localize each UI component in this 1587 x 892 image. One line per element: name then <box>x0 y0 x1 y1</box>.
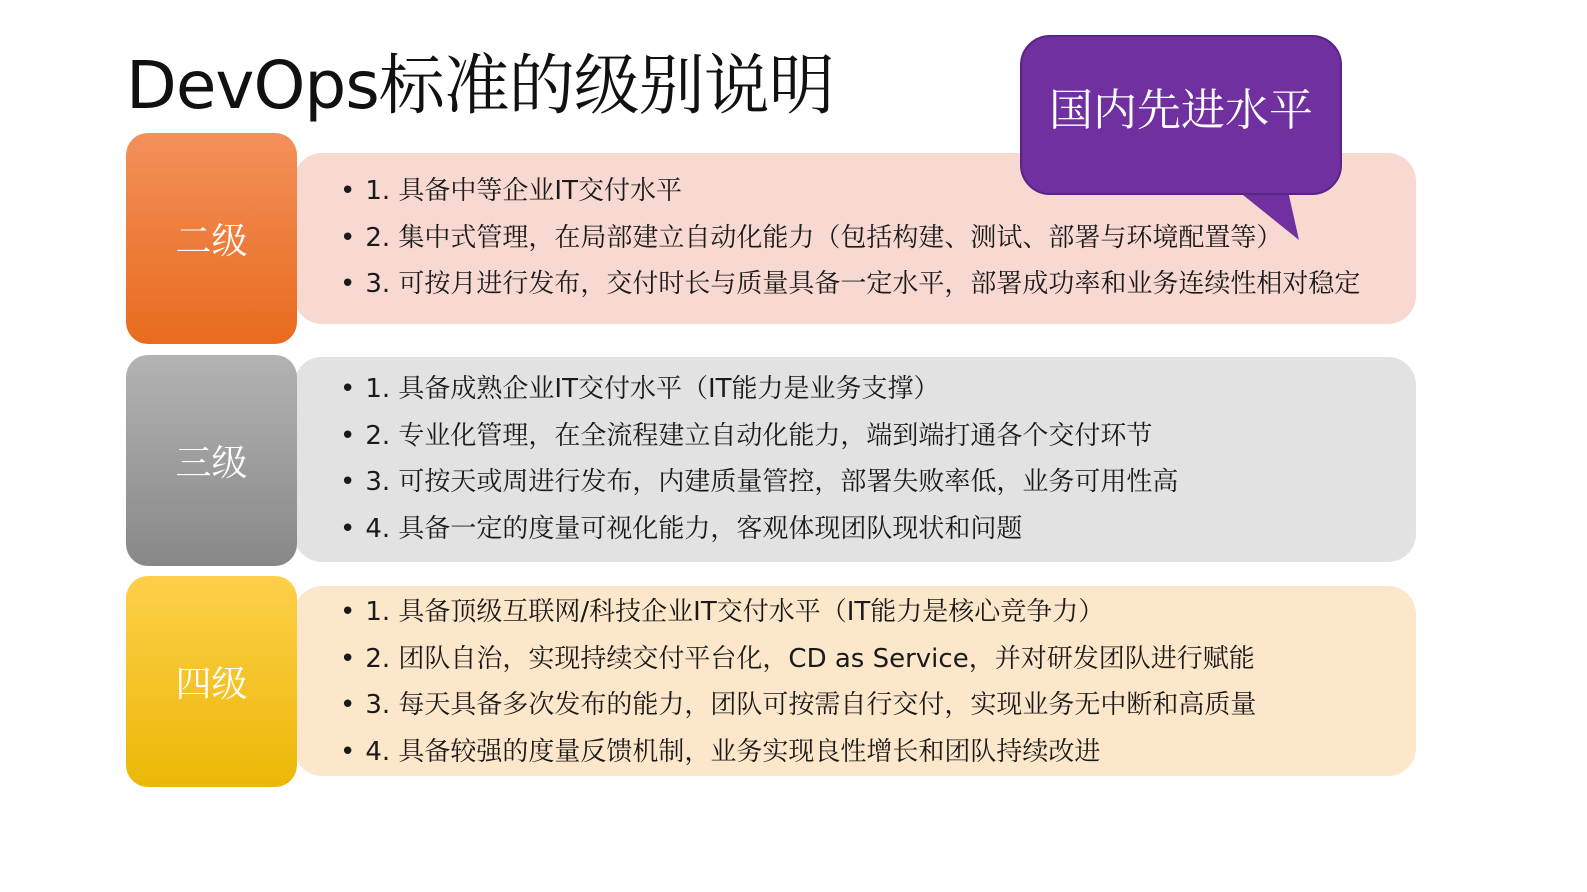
list-item: • 3. 每天具备多次发布的能力，团队可按需自行交付，实现业务无中断和高质量 <box>340 682 1256 729</box>
level-items-3 <box>340 366 1178 552</box>
level-row-3 <box>126 355 1416 566</box>
list-item: • 1. 具备顶级互联网/科技企业IT交付水平（IT能力是核心竞争力） <box>340 589 1256 636</box>
list-item: • 2. 团队自治，实现持续交付平台化，CD as Service，并对研发团队进行赋能 <box>340 636 1256 683</box>
callout-text: 国内先进水平 <box>1049 85 1313 136</box>
callout-bubble <box>1020 35 1342 235</box>
list-item: • 2. 集中式管理，在局部建立自动化能力（包括构建、测试、部署与环境配置等） <box>340 215 1360 262</box>
level-row-4 <box>126 576 1416 787</box>
list-item: • 3. 可按天或周进行发布，内建质量管控，部署失败率低，业务可用性高 <box>340 459 1178 506</box>
level-badge-4: 四级 <box>126 576 297 787</box>
level-badge-3: 三级 <box>126 355 297 566</box>
list-item: • 3. 可按月进行发布，交付时长与质量具备一定水平，部署成功率和业务连续性相对稳定 <box>340 261 1360 308</box>
slide-title: DevOps标准的级别说明 <box>126 47 834 124</box>
level-items-4 <box>340 589 1256 775</box>
list-item: • 2. 专业化管理，在全流程建立自动化能力，端到端打通各个交付环节 <box>340 413 1178 460</box>
list-item: • 4. 具备一定的度量可视化能力，客观体现团队现状和问题 <box>340 506 1178 553</box>
level-badge-2: 二级 <box>126 133 297 344</box>
list-item: • 4. 具备较强的度量反馈机制，业务实现良性增长和团队持续改进 <box>340 729 1256 776</box>
list-item: • 1. 具备成熟企业IT交付水平（IT能力是业务支撑） <box>340 366 1178 413</box>
list-item: • 1. 具备中等企业IT交付水平 <box>340 168 1360 215</box>
